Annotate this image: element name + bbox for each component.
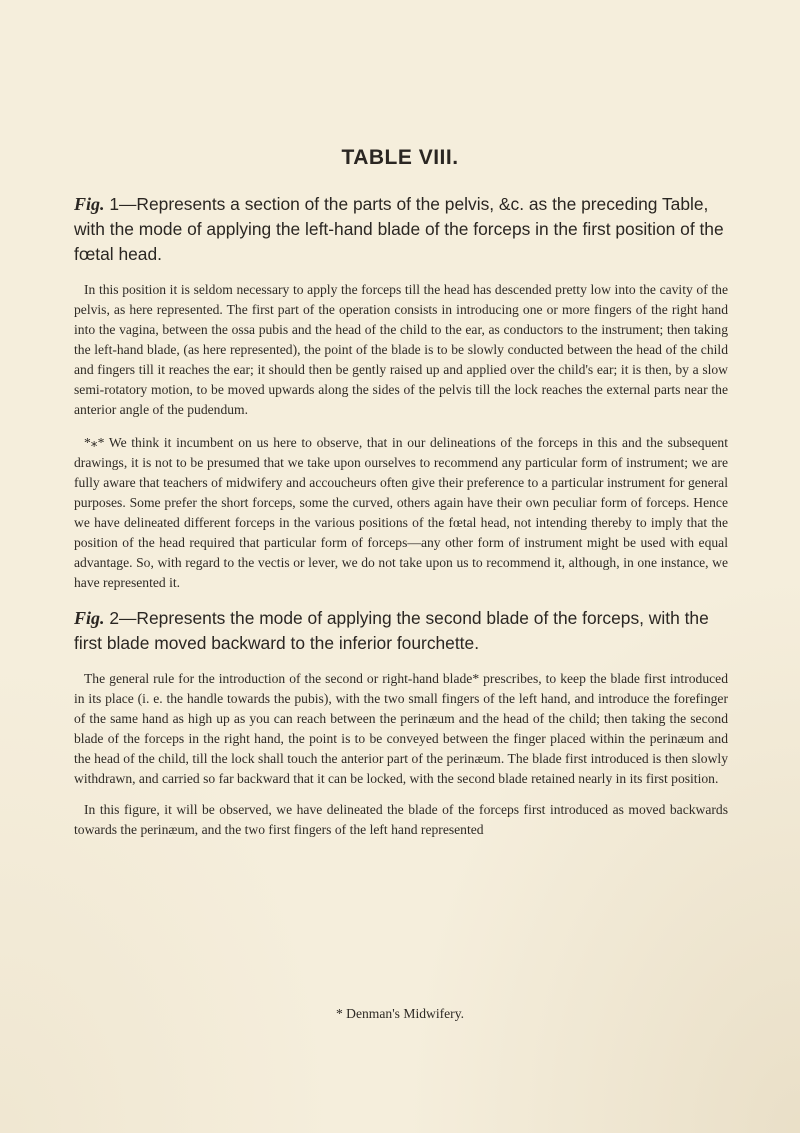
figure-1-label: Fig.: [74, 194, 105, 214]
figure-1-paragraph-2: *⁎* We think it incumbent on us here to observe, that in our delineations of the forceps in this and the subsequent drawings, it is not to be presumed that we take upon ourselves to recommend any particular form of instrument; we are fully aware that teachers of midwifery and accoucheurs often give their preference to a particular instrument for general purposes. Some prefer the short forceps, some the curved, others again have their own peculiar form of forceps. Hence we have delineated different forceps in the various positions of the fœtal head, not intending thereby to imply that the position of the head required that particular form of forceps—any other form of instrument might be used with equal advantage. So, with regard to the vectis or lever, we do not take upon us to recommend it, although, in one instance, we have represented it.: [74, 435, 728, 590]
page-content: [74, 192, 728, 851]
figure-2-paragraph-1: The general rule for the introduction of the second or right-hand blade* prescribes, to keep the blade first introduced in its place (i. e. the handle towards the pubis), with the two small fingers of the left hand, and introduce the forefinger of the same hand as high up as you can reach between the perinæum and the head of the child; then taking the second blade of the forceps in the right hand, the point is to be conveyed between the finger placed within the perinæum and the head of the child, till the lock shall touch the anterior part of the perinæum. The blade first introduced is then slowly withdrawn, and carried so far backward that it can be locked, with the second blade retained nearly in its first position.: [74, 671, 728, 786]
figure-2-heading: [74, 606, 728, 656]
figure-1-paragraph-1: In this position it is seldom necessary to apply the forceps till the head has descended pretty low into the cavity of the pelvis, as here represented. The first part of the operation consists in introducing one or more fingers of the right hand into the vagina, between the ossa pubis and the head of the child to the ear, as conductors to the instrument; then taking the left-hand blade, (as here represented), the point of the blade is to be slowly conducted between the head of the child and fingers till it reaches the ear; it should then be gently raised up and applied over the child's ear; it is then, by a slow semi-rotatory motion, to be moved upwards along the sides of the pelvis till the lock reaches the external parts near the anterior angle of the pudendum.: [74, 282, 728, 417]
figure-1-heading: [74, 192, 728, 267]
figure-2-paragraph-2: In this figure, it will be observed, we have delineated the blade of the forceps first introduced as moved backwards towards the perinæum, and the two first fingers of the left hand represented: [74, 802, 728, 837]
footnote: * Denman's Midwifery.: [335, 1006, 465, 1021]
figure-1-heading-text: 1—Represents a section of the parts of the pelvis, &c. as the preceding Table, with the mode of applying the left-hand blade of the forceps in the first position of the fœtal head.: [74, 194, 724, 264]
figure-2-label: Fig.: [74, 608, 105, 628]
table-title: TABLE VIII.: [341, 146, 459, 169]
figure-2-heading-text: 2—Represents the mode of applying the second blade of the forceps, with the first blade moved backward to the inferior fourchette.: [74, 608, 709, 653]
